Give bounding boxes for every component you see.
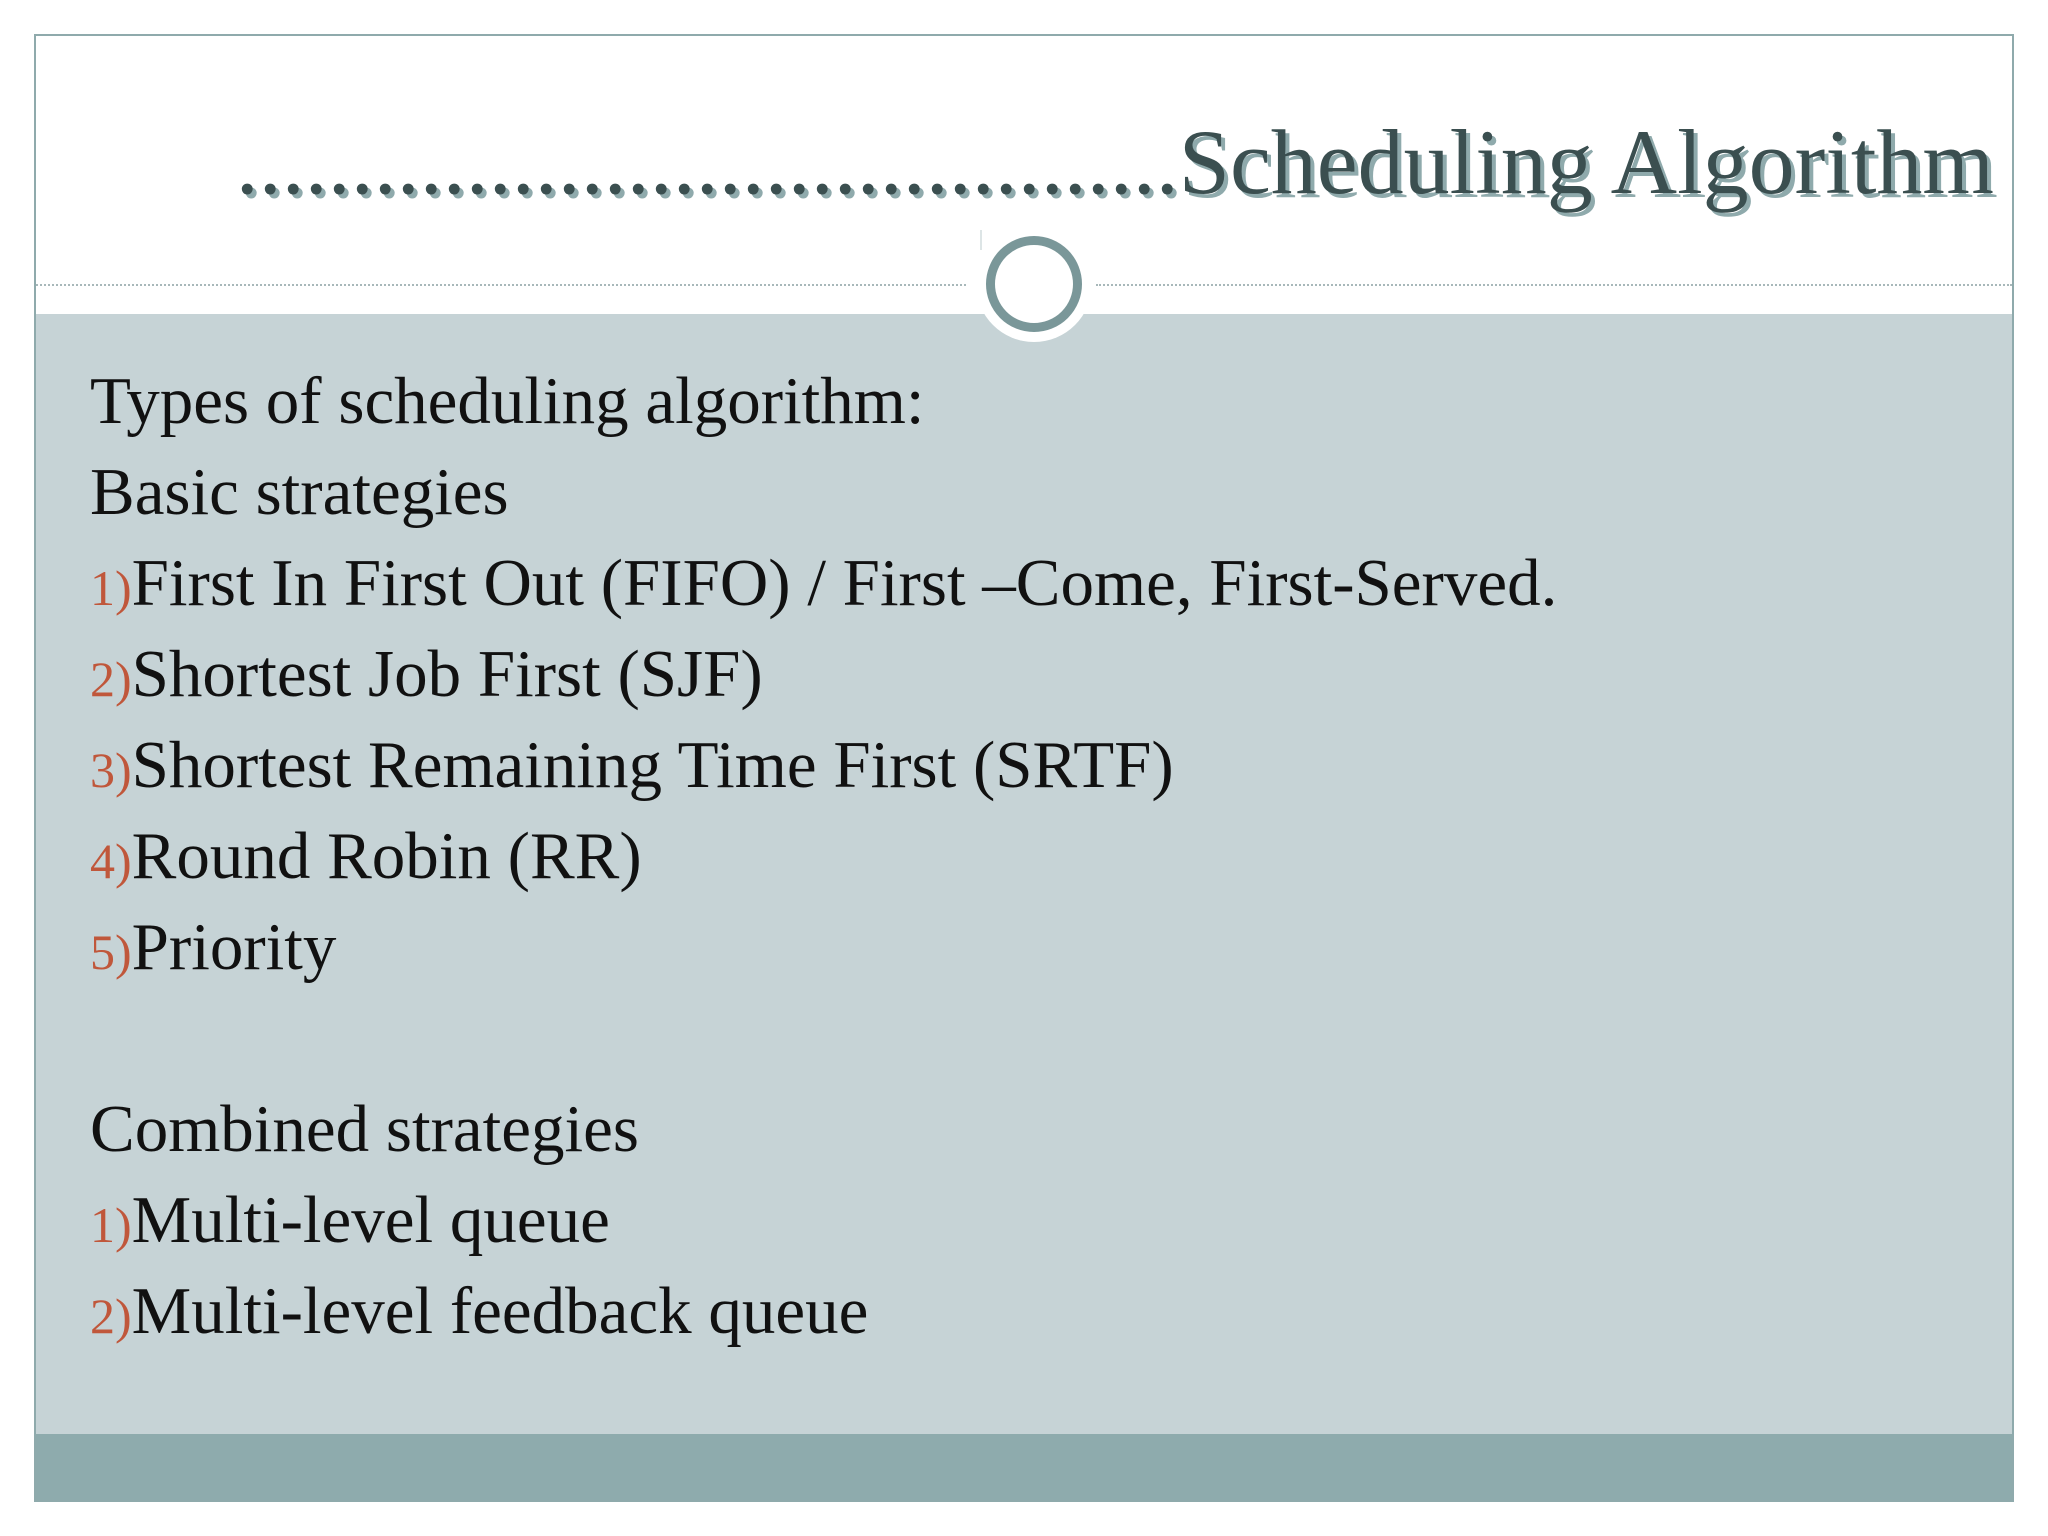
body-text bbox=[90, 356, 1557, 1357]
list-item-text: First In First Out (FIFO) / First –Come, First-Served. bbox=[131, 546, 1558, 620]
ring-stem bbox=[980, 230, 982, 250]
list-number: 2) bbox=[90, 651, 132, 707]
list-number: 1) bbox=[90, 1197, 132, 1253]
title-text: Scheduling Algorithm bbox=[1178, 111, 1994, 213]
list-item bbox=[90, 1266, 1557, 1357]
content-area bbox=[36, 314, 2012, 1434]
list-number: 4) bbox=[90, 833, 132, 889]
title-dots: ......................................... bbox=[235, 111, 1179, 213]
intro-line: Types of scheduling algorithm: bbox=[90, 364, 925, 438]
list-item-text: Priority bbox=[131, 910, 337, 984]
header-divider-right bbox=[1096, 284, 2012, 286]
combined-strategies-heading: Combined strategies bbox=[90, 1092, 639, 1166]
list-number: 5) bbox=[90, 924, 132, 980]
list-item bbox=[90, 538, 1557, 629]
header-divider-left bbox=[36, 284, 966, 286]
list-item bbox=[90, 811, 1557, 902]
list-item-text: Multi-level feedback queue bbox=[131, 1274, 869, 1348]
list-item bbox=[90, 1175, 1557, 1266]
list-number: 2) bbox=[90, 1288, 132, 1344]
basic-strategies-heading: Basic strategies bbox=[90, 455, 509, 529]
circle-ornament-ring bbox=[986, 236, 1082, 332]
list-item-text: Shortest Remaining Time First (SRTF) bbox=[131, 728, 1174, 802]
list-number: 1) bbox=[90, 560, 132, 616]
list-item bbox=[90, 720, 1557, 811]
blank-line bbox=[90, 993, 1557, 1084]
slide bbox=[34, 34, 2014, 1502]
circle-ornament-icon bbox=[976, 226, 1092, 342]
list-item-text: Multi-level queue bbox=[131, 1183, 610, 1257]
list-number: 3) bbox=[90, 742, 132, 798]
list-item-text: Round Robin (RR) bbox=[131, 819, 642, 893]
slide-title bbox=[235, 111, 1994, 213]
footer-band bbox=[36, 1434, 2012, 1502]
list-item bbox=[90, 902, 1557, 993]
list-item-text: Shortest Job First (SJF) bbox=[131, 637, 763, 711]
list-item bbox=[90, 629, 1557, 720]
